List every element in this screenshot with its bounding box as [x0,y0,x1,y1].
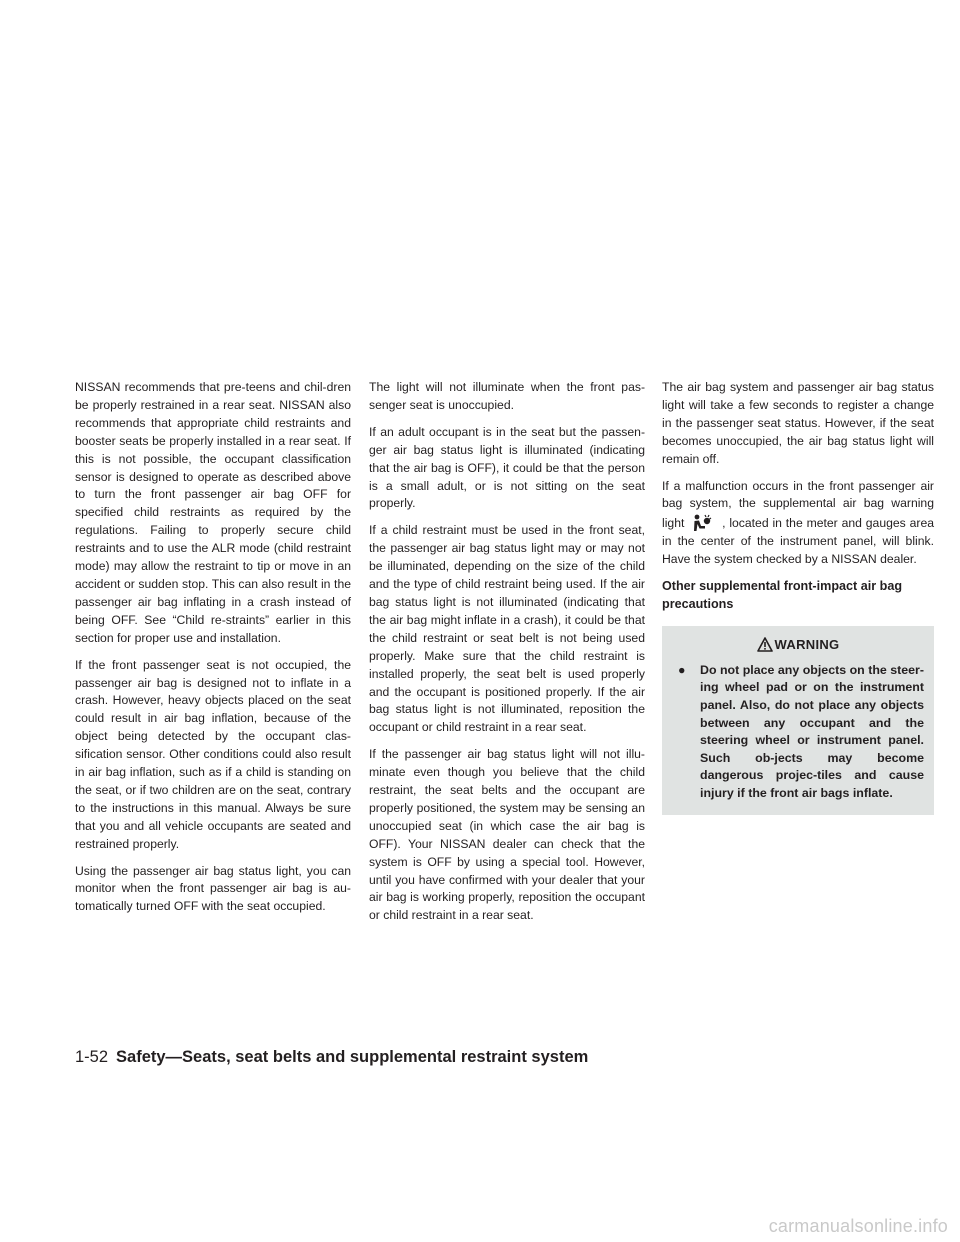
section-subheading: Other supplemental front-impact air bag precautions [662,579,903,612]
warning-title-text: WARNING [774,636,840,652]
paragraph: Using the passenger air bag status light, you can monitor when the front passenger air bag is au-tomatically turned OFF with the seat occupied. [75,863,351,914]
bullet: ● [678,662,686,677]
warning-item [672,662,924,803]
airbag-warning-icon [690,513,714,533]
paragraph-text: , located in the meter and gauges area in the center of the instrument panel, will blink. Have the system checked by a NISSAN dealer. [662,516,935,567]
paragraph [662,478,934,570]
warning-title [672,636,924,654]
text-column-3 [662,379,934,815]
paragraph: NISSAN recommends that pre-teens and chil-dren be properly restrained in a rear seat. NISSAN also recommends that appropriate child restraints and booster seats be properly installed in a rear seat. If this is not possible, the occupant classification sensor is designed to operate as described above to turn the front passenger air bag OFF for specified child restraints as required by the regulations. Failing to properly secure child restraints and to use the ALR mode (child restraint mode) may allow the restraint to tip or move in an accident or sudden stop. This can also result in the passenger air bag inflating in a crash instead of being OFF. See “Child re-straints” earlier in this section for proper use and installation. [75,380,351,645]
paragraph: If the front passenger seat is not occupied, the passenger air bag is designed not to inflate in a crash. However, heavy objects placed on the seat could result in air bag inflation, because of the object being detected by the occupant clas-sification sensor. Other conditions could also result in air bag inflation, such as if a child is standing on the seat, or if two children are on the seat, contrary to the instructions in this manual. Always be sure that you and all vehicle occupants are seated and restrained properly. [75,657,351,851]
paragraph: If a child restraint must be used in the front seat, the passenger air bag status light may or may not be illuminated, depending on the size of the child and the type of child restraint being used. If the air bag status light is not illuminated (indicating that the air bag might inflate in a crash), it could be that the child restraint or seat belt is not being used properly. Make sure that the child restraint is installed properly, the seat belt is used properly and the occupant is positioned properly. If the air bag status light is not illuminated, reposition the occupant or child restraint in a rear seat. [369,523,645,735]
page-number: 1-52 [75,1048,109,1066]
paragraph-text: If a malfunction occurs in the front passenger air bag system, the supplemental air bag warning light [662,478,934,531]
paragraph: If an adult occupant is in the seat but the passen-ger air bag status light is illuminated (indicating that the air bag is OFF), it could be that the person is a small adult, or is not sitting on the seat properly. [369,424,645,511]
watermark: carmanualsonline.info [768,1216,948,1236]
warning-box [662,626,934,815]
paragraph: The light will not illuminate when the front pas-senger seat is unoccupied. [369,380,645,412]
paragraph: If the passenger air bag status light will not illu-minate even though you believe that the child restraint, the seat belts and the occupant are properly positioned, the system may be sensing an unoccupied seat (in which case the air bag is OFF). Your NISSAN dealer can check that the system is OFF by using a special tool. However, until you have confirmed with your dealer that your air bag is working properly, reposition the occupant or child restraint in a rear seat. [369,747,645,923]
text-column-1 [75,379,351,925]
paragraph: The air bag system and passenger air bag status light will take a few seconds to register a change in the passenger seat status. However, if the seat becomes unoccupied, the air bag status light will remain off. [662,380,934,466]
section-title: Safety—Seats, seat belts and supplemental restraint system [116,1048,589,1066]
warning-triangle-icon [757,637,773,652]
page-footer [75,1047,588,1067]
text-column-2 [369,379,645,934]
warning-text: Do not place any objects on the steer-ing wheel pad or on the instrument panel. Also, do not place any objects between any occupant and the steering wheel or instrument panel. Such ob-jects may become dangerous projec-tiles and cause injury if the front air bags inflate. [700,662,924,801]
